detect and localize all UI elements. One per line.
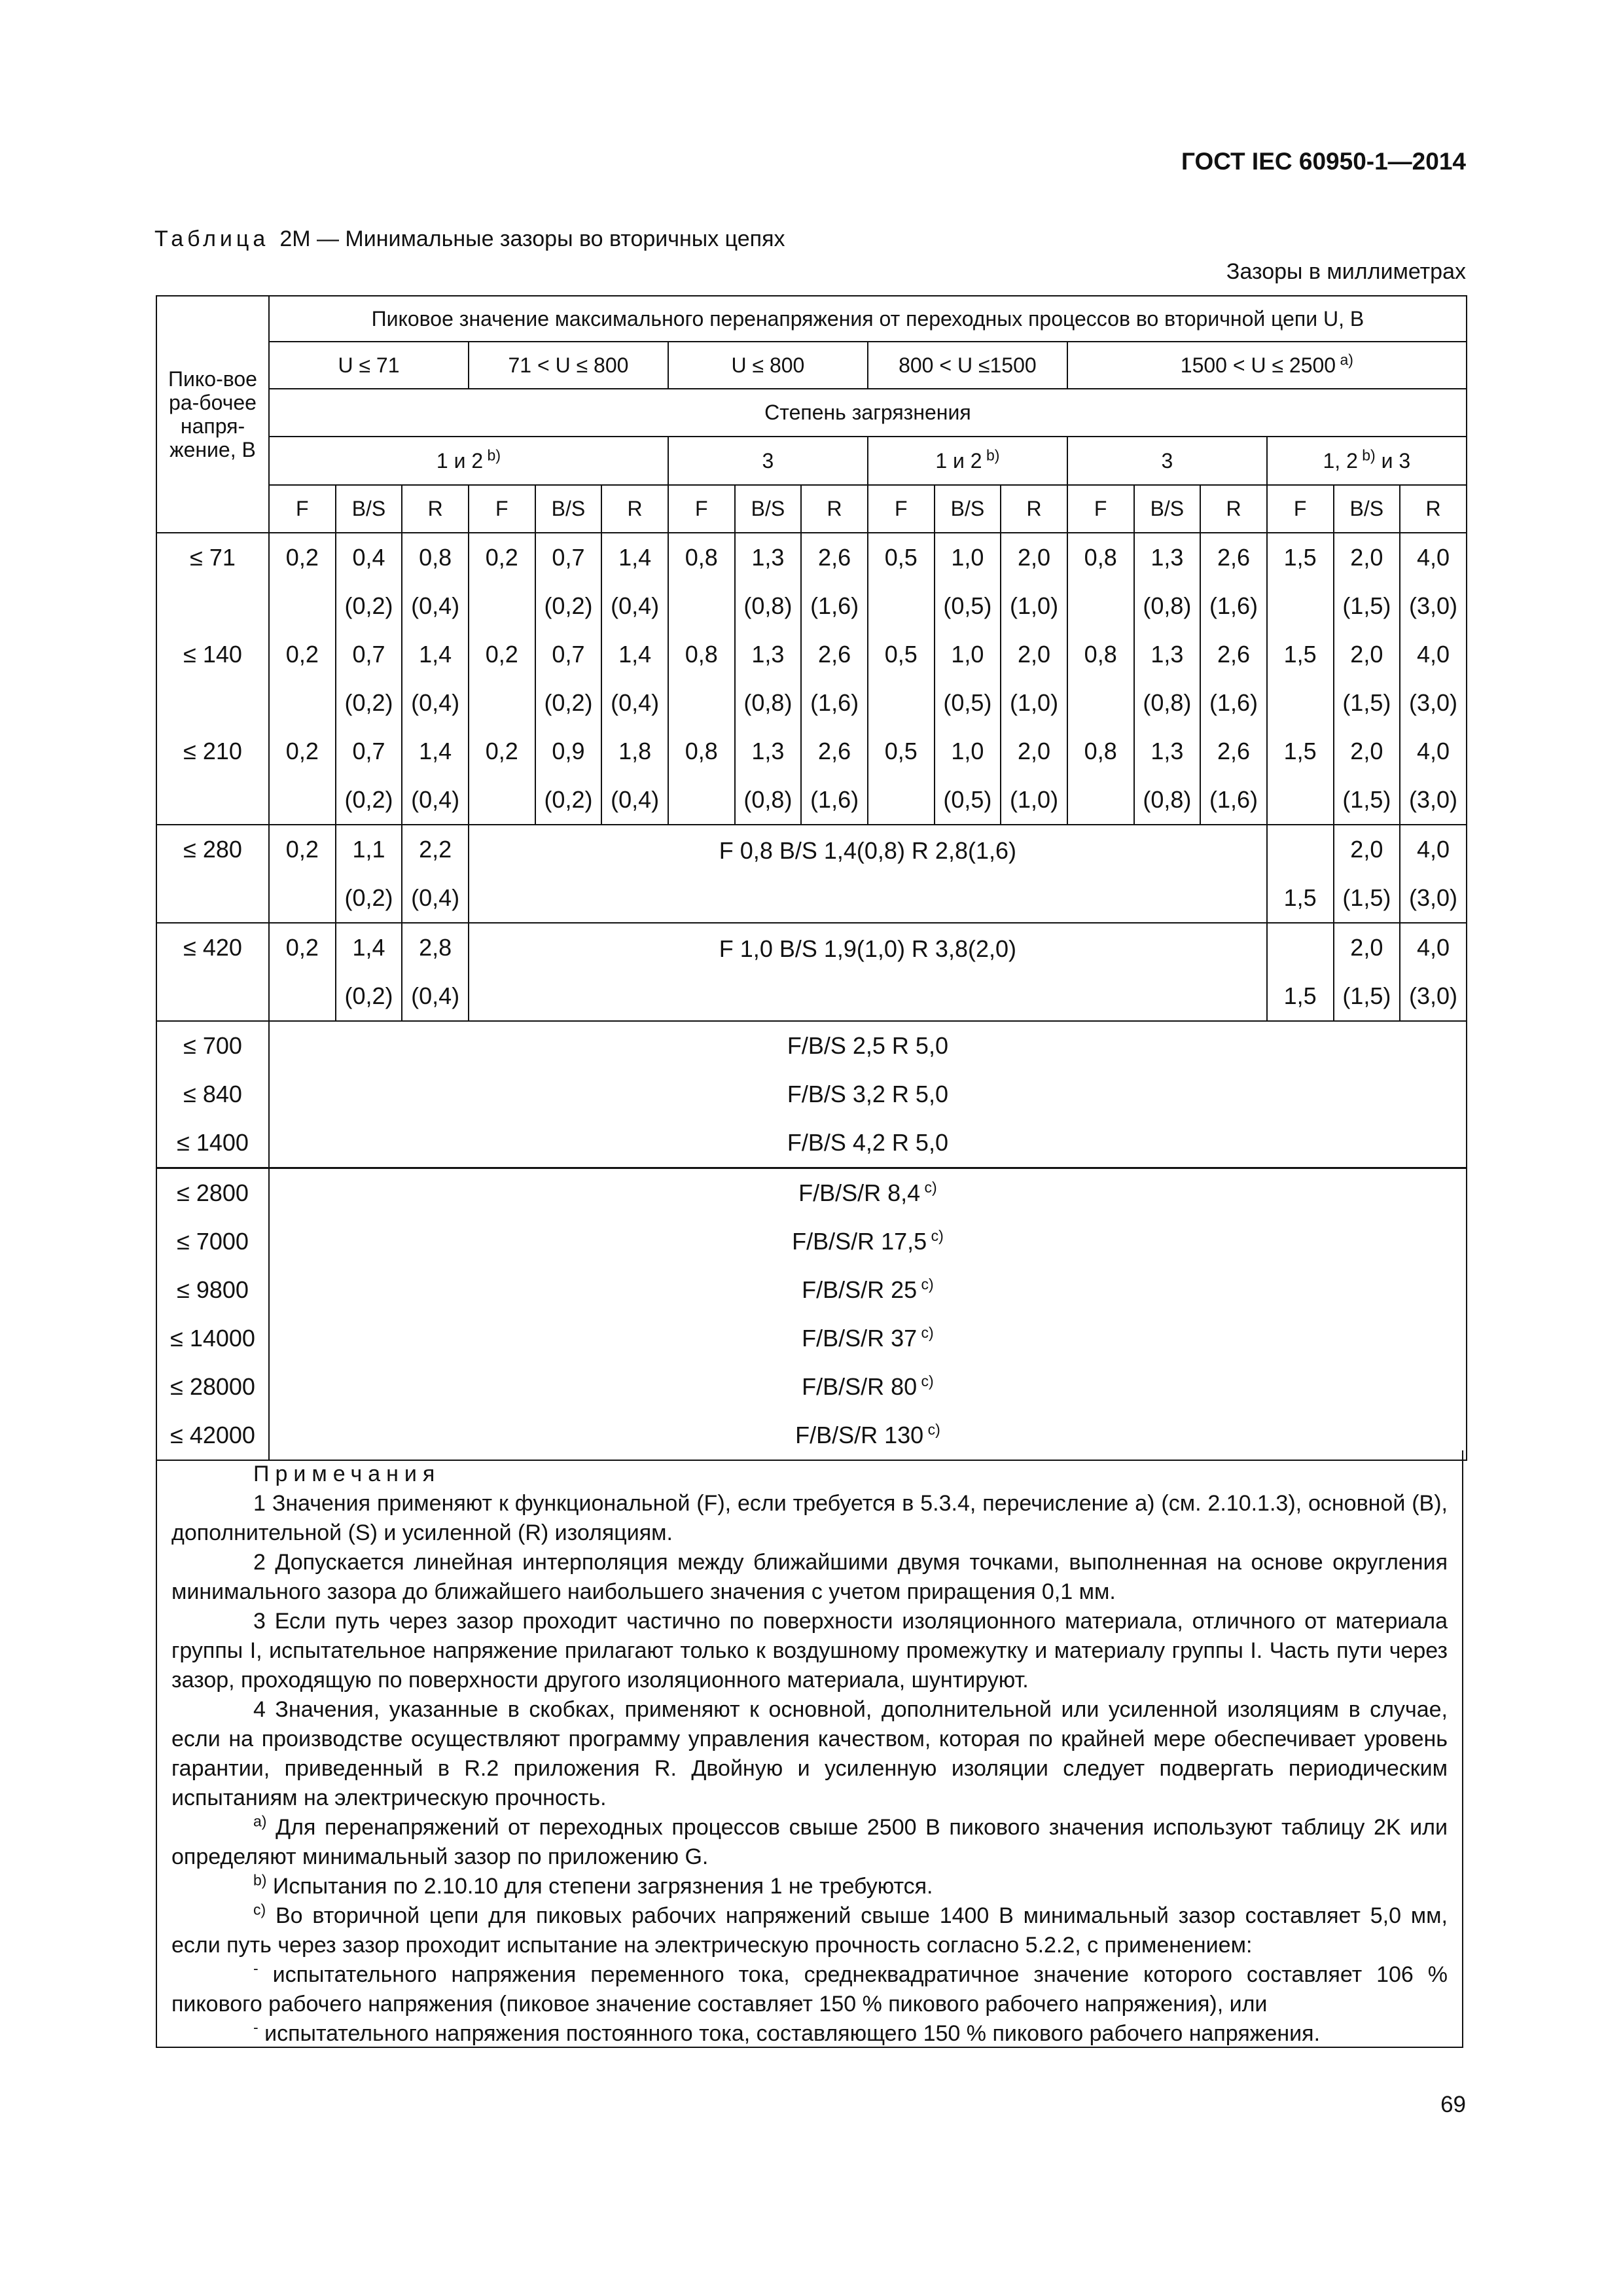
table-row <box>156 1021 1467 1070</box>
clearance-cell: (0,2) <box>336 972 402 1021</box>
footnote-mark: a) <box>253 1812 267 1830</box>
span-clearance-cell-text: F/B/S/R 130 <box>795 1422 924 1448</box>
pollution-degree-cell <box>1067 437 1267 485</box>
column-label: B/S <box>336 485 402 533</box>
clearance-cell: (0,2) <box>535 679 602 727</box>
column-label: F <box>868 485 935 533</box>
clearance-cell: (1,5) <box>1334 776 1400 825</box>
clearance-cell: 0,5 <box>868 533 935 582</box>
clearance-cell: 1,5 <box>1267 972 1334 1021</box>
clearance-cell: (1,5) <box>1334 679 1400 727</box>
working-voltage-cell: ≤ 140 <box>156 630 269 679</box>
column-label: B/S <box>535 485 602 533</box>
clearance-cell <box>1067 582 1134 630</box>
clearance-cell: (0,2) <box>535 776 602 825</box>
pollution-degree-cell <box>269 437 668 485</box>
span-clearance-cell-text: F/B/S/R 80 <box>802 1373 918 1400</box>
notes-title: Примечания <box>253 1462 441 1486</box>
clearance-cell <box>1067 679 1134 727</box>
clearance-cell: 0,9 <box>535 727 602 776</box>
clearance-cell: 0,2 <box>269 727 336 776</box>
clearance-cell: 0,2 <box>469 630 535 679</box>
working-voltage-cell <box>156 874 269 923</box>
clearance-cell: 2,0 <box>1334 825 1400 874</box>
table-row <box>156 630 1467 679</box>
clearance-cell: (0,8) <box>1134 582 1201 630</box>
clearance-cell: 1,1 <box>336 825 402 874</box>
bullet-text: испытательного напряжения переменного тока, среднеквадратичное значение которого составляет 106 % пикового рабочего напряжения (пиковое значение составляет 150 % пикового рабочего напряжения), или <box>171 1962 1448 2017</box>
clearance-cell: 2,0 <box>1334 533 1400 582</box>
clearance-cell: (0,4) <box>601 776 668 825</box>
pollution-degree-cell-sup: b) <box>1357 446 1376 463</box>
clearance-cell: 1,0 <box>935 533 1001 582</box>
footnote <box>171 1813 1448 1872</box>
working-voltage-cell: ≤ 28000 <box>156 1363 269 1411</box>
clearance-cell: (1,0) <box>1001 776 1067 825</box>
span-clearance-cell <box>269 1266 1467 1314</box>
caption-label: Таблица <box>154 226 270 251</box>
working-voltage-cell: ≤ 42000 <box>156 1411 269 1460</box>
span-clearance-cell-text: F/B/S/R 37 <box>802 1325 918 1352</box>
pollution-degree-cell-text: 1, 2 <box>1323 448 1358 473</box>
table-row <box>156 1119 1467 1168</box>
column-label: R <box>402 485 469 533</box>
column-label: R <box>1400 485 1467 533</box>
voltage-range-cell-text: 1500 < U ≤ 2500 <box>1180 353 1336 377</box>
pollution-degree-cell-after: и 3 <box>1375 448 1411 473</box>
column-label: R <box>601 485 668 533</box>
span-clearance-cell-sup: c) <box>917 1324 934 1341</box>
span-clearance-cell-sup: c) <box>917 1372 934 1390</box>
column-label: R <box>801 485 868 533</box>
clearance-cell: 1,3 <box>1134 727 1201 776</box>
clearance-cell <box>1267 776 1334 825</box>
clearance-cell: (0,8) <box>735 582 802 630</box>
clearance-cell: (1,6) <box>1200 582 1267 630</box>
clearance-cell: 1,5 <box>1267 874 1334 923</box>
table-row <box>156 679 1467 727</box>
clearance-cell: (0,4) <box>402 776 469 825</box>
clearance-cell: (1,5) <box>1334 874 1400 923</box>
voltage-range-cell-text: U ≤ 71 <box>338 353 400 377</box>
clearance-cell: (1,0) <box>1001 582 1067 630</box>
voltage-range-cell-text: 71 < U ≤ 800 <box>508 353 629 377</box>
clearance-cell <box>868 776 935 825</box>
clearance-cell: (3,0) <box>1400 679 1467 727</box>
pollution-degree-cell-text: 3 <box>762 448 774 473</box>
column-label: B/S <box>735 485 802 533</box>
column-label: F <box>1267 485 1334 533</box>
clearance-cell: 1,5 <box>1267 727 1334 776</box>
clearance-cell: (1,5) <box>1334 972 1400 1021</box>
clearance-cell: 1,4 <box>402 727 469 776</box>
note-item: 1 Значения применяют к функциональной (F), если требуется в 5.3.4, перечисление а) (см. 2.10.1.3), основной (B), дополнительной (S) и усиленной (R) изоляциям. <box>171 1491 1448 1545</box>
clearance-cell <box>1067 776 1134 825</box>
clearance-cell <box>1267 582 1334 630</box>
clearance-cell <box>269 582 336 630</box>
transient-header: Пиковое значение максимального перенапряжения от переходных процессов во вторичной цепи U, В <box>269 296 1467 342</box>
clearance-cell: 4,0 <box>1400 923 1467 972</box>
pollution-degree-cell <box>868 437 1067 485</box>
clearance-cell: 4,0 <box>1400 630 1467 679</box>
clearance-cell: (0,2) <box>336 874 402 923</box>
table-row <box>156 923 1467 972</box>
clearance-cell: 2,6 <box>801 533 868 582</box>
clearance-cell: 1,0 <box>935 630 1001 679</box>
merged-clearance-cell: F 1,0 B/S 1,9(1,0) R 3,8(2,0) <box>469 923 1267 1021</box>
bullet-mark: - <box>253 2018 259 2036</box>
table-row <box>156 533 1467 582</box>
footnote <box>171 1901 1448 1960</box>
working-voltage-cell: ≤ 7000 <box>156 1217 269 1266</box>
working-voltage-cell: ≤ 2800 <box>156 1168 269 1218</box>
clearance-cell: (0,8) <box>735 776 802 825</box>
table-row <box>156 1266 1467 1314</box>
clearance-cell: (0,4) <box>601 582 668 630</box>
clearance-cell: 1,5 <box>1267 630 1334 679</box>
clearance-cell: (0,5) <box>935 582 1001 630</box>
column-label: B/S <box>1334 485 1400 533</box>
clearance-cell <box>469 776 535 825</box>
clearance-cell: (0,8) <box>735 679 802 727</box>
clearance-cell: 2,0 <box>1334 630 1400 679</box>
footnote-mark: b) <box>253 1871 267 1889</box>
clearance-cell: 2,2 <box>402 825 469 874</box>
pollution-header: Степень загрязнения <box>269 389 1467 437</box>
clearance-cell <box>1267 679 1334 727</box>
clearance-cell: (0,4) <box>402 874 469 923</box>
page-number: 69 <box>1440 2092 1466 2117</box>
span-clearance-cell: F/B/S 2,5 R 5,0 <box>269 1021 1467 1070</box>
clearance-cell: 2,0 <box>1001 727 1067 776</box>
clearance-cell: 0,2 <box>269 825 336 874</box>
span-clearance-cell-sup: c) <box>920 1179 937 1196</box>
clearance-cell: 1,3 <box>1134 533 1201 582</box>
span-clearance-cell <box>269 1168 1467 1218</box>
working-voltage-cell: ≤ 210 <box>156 727 269 776</box>
column-label: R <box>1001 485 1067 533</box>
clearance-cell: 2,8 <box>402 923 469 972</box>
column-label: F <box>668 485 735 533</box>
working-voltage-cell <box>156 776 269 825</box>
clearance-cell: (1,6) <box>801 776 868 825</box>
footnote <box>171 1872 1448 1901</box>
pollution-degree-cell <box>1267 437 1467 485</box>
table-row <box>156 1363 1467 1411</box>
pollution-degree-cell-text: 3 <box>1161 448 1173 473</box>
voltage-range-cell <box>1067 342 1467 389</box>
clearance-cell: 2,6 <box>1200 727 1267 776</box>
span-clearance-cell: F/B/S 4,2 R 5,0 <box>269 1119 1467 1168</box>
voltage-range-cell <box>668 342 868 389</box>
merged-clearance-cell: F 0,8 B/S 1,4(0,8) R 2,8(1,6) <box>469 825 1267 923</box>
clearance-cell: 2,0 <box>1334 727 1400 776</box>
voltage-range-cell <box>269 342 469 389</box>
clearance-cell: 4,0 <box>1400 727 1467 776</box>
clearance-cell: 2,6 <box>1200 630 1267 679</box>
span-clearance-cell: F/B/S 3,2 R 5,0 <box>269 1070 1467 1119</box>
pollution-degree-cell-text: 1 и 2 <box>436 448 484 473</box>
pollution-degree-cell-sup: b) <box>982 446 1000 463</box>
table-caption <box>154 226 785 252</box>
clearance-cell <box>469 679 535 727</box>
working-voltage-cell: ≤ 1400 <box>156 1119 269 1168</box>
span-clearance-cell <box>269 1314 1467 1363</box>
column-label: R <box>1200 485 1267 533</box>
span-clearance-cell-text: F/B/S/R 8,4 <box>798 1179 921 1206</box>
voltage-range-cell-text: U ≤ 800 <box>731 353 805 377</box>
note-item: 3 Если путь через зазор проходит частично по поверхности изоляционного материала, отличного от материала группы I, испытательное напряжение прилагают только к воздушному промежутку и материалу группы I. Часть пути через зазор, проходящую по поверхности другого изоляционного материала, шунтируют. <box>171 1609 1448 1693</box>
working-voltage-cell <box>156 972 269 1021</box>
clearance-cell: 0,7 <box>535 533 602 582</box>
voltage-range-cell-text: 800 < U ≤1500 <box>899 353 1037 377</box>
clearance-cell <box>668 776 735 825</box>
clearance-cell: (0,4) <box>601 679 668 727</box>
clearance-cell: (1,6) <box>801 582 868 630</box>
note-item: 4 Значения, указанные в скобках, применяют к основной, дополнительной или усиленной изоляциям в случае, если на производстве осуществляют программу управления качеством, которая по крайней мере обеспечивает уровень гарантии, приведенный в R.2 приложения R. Двойную и усиленную изоляции следует подвергать периодическим испытаниям на электрическую прочность. <box>171 1697 1448 1810</box>
clearance-cell: 1,3 <box>735 630 802 679</box>
working-voltage-cell: ≤ 71 <box>156 533 269 582</box>
note-item: 2 Допускается линейная интерполяция между ближайшими двумя точками, выполненная на основе округления минимального зазора до ближайшего наибольшего значения с учетом приращения 0,1 мм. <box>171 1550 1448 1604</box>
clearance-cell: (0,8) <box>1134 679 1201 727</box>
clearance-cell: (1,0) <box>1001 679 1067 727</box>
span-clearance-cell-sup: c) <box>917 1276 934 1293</box>
voltage-range-cell <box>469 342 668 389</box>
table-row <box>156 1070 1467 1119</box>
clearance-cell: (0,2) <box>336 679 402 727</box>
pollution-degree-cell-sup: b) <box>483 446 501 463</box>
clearance-cell: 1,4 <box>601 533 668 582</box>
clearance-cell: 0,8 <box>668 727 735 776</box>
clearance-cell: 0,8 <box>1067 630 1134 679</box>
span-clearance-cell-sup: c) <box>927 1227 944 1244</box>
clearance-cell: (3,0) <box>1400 874 1467 923</box>
clearance-cell <box>269 679 336 727</box>
clearance-cell: 4,0 <box>1400 533 1467 582</box>
clearance-cell: 2,6 <box>801 630 868 679</box>
clearance-cell: (0,5) <box>935 679 1001 727</box>
working-voltage-cell: ≤ 840 <box>156 1070 269 1119</box>
clearance-cell: 0,2 <box>269 923 336 972</box>
clearance-cell <box>868 582 935 630</box>
column-label: F <box>269 485 336 533</box>
clearance-cell: 1,3 <box>735 727 802 776</box>
clearance-cell: (0,2) <box>336 776 402 825</box>
clearance-cell: 1,0 <box>935 727 1001 776</box>
clearance-cell: 2,6 <box>1200 533 1267 582</box>
clearance-cell: (1,5) <box>1334 582 1400 630</box>
clearance-cell <box>668 679 735 727</box>
clearance-cell: 1,3 <box>735 533 802 582</box>
clearance-cell <box>1267 825 1334 874</box>
clearance-cell: 1,3 <box>1134 630 1201 679</box>
working-voltage-cell <box>156 582 269 630</box>
working-voltage-header: Пико-вое ра-бочее напря-жение, В <box>156 296 269 533</box>
clearance-cell: 0,8 <box>1067 727 1134 776</box>
table-row <box>156 727 1467 776</box>
table-row <box>156 1168 1467 1218</box>
clearance-cell <box>469 582 535 630</box>
caption-title: 2M — Минимальные зазоры во вторичных цепях <box>279 226 785 251</box>
working-voltage-cell <box>156 679 269 727</box>
clearance-cell: (1,6) <box>1200 679 1267 727</box>
bullet-mark: - <box>253 1960 259 1977</box>
column-label: B/S <box>935 485 1001 533</box>
working-voltage-cell: ≤ 700 <box>156 1021 269 1070</box>
clearance-cell: 0,8 <box>668 533 735 582</box>
clearance-cell: (0,2) <box>535 582 602 630</box>
clearance-cell <box>269 776 336 825</box>
clearance-cell: 0,5 <box>868 630 935 679</box>
clearances-table <box>156 295 1467 1461</box>
table-row <box>156 776 1467 825</box>
standard-designation: ГОСТ IEC 60950-1—2014 <box>1181 148 1466 175</box>
span-clearance-cell-text: F/B/S/R 25 <box>802 1276 918 1303</box>
clearance-cell <box>269 874 336 923</box>
clearance-cell: (3,0) <box>1400 972 1467 1021</box>
notes-block <box>156 1450 1463 2048</box>
working-voltage-cell: ≤ 9800 <box>156 1266 269 1314</box>
clearance-cell: 1,4 <box>336 923 402 972</box>
clearance-cell: 0,8 <box>1067 533 1134 582</box>
clearance-cell: 1,4 <box>402 630 469 679</box>
clearance-cell: 0,7 <box>535 630 602 679</box>
clearance-cell: (0,4) <box>402 679 469 727</box>
clearance-cell <box>668 582 735 630</box>
clearance-cell: 0,2 <box>469 533 535 582</box>
column-label: F <box>1067 485 1134 533</box>
voltage-range-cell-sup: a) <box>1336 350 1353 368</box>
pollution-degree-cell <box>668 437 868 485</box>
clearance-cell: (0,8) <box>1134 776 1201 825</box>
clearance-cell <box>269 972 336 1021</box>
column-label: B/S <box>1134 485 1201 533</box>
span-clearance-cell-sup: c) <box>923 1421 940 1438</box>
clearance-cell: (1,6) <box>801 679 868 727</box>
clearance-cell: 0,7 <box>336 727 402 776</box>
clearance-cell: (3,0) <box>1400 776 1467 825</box>
working-voltage-cell: ≤ 280 <box>156 825 269 874</box>
bullet-text: испытательного напряжения постоянного тока, составляющего 150 % пикового рабочего напряжения. <box>258 2021 1321 2046</box>
clearance-cell: 0,2 <box>469 727 535 776</box>
table-row <box>156 825 1467 874</box>
clearance-cell: 0,2 <box>269 630 336 679</box>
bullet-item <box>171 1960 1448 2019</box>
clearance-cell: 1,4 <box>601 630 668 679</box>
clearance-cell: 1,5 <box>1267 533 1334 582</box>
clearance-cell <box>1267 923 1334 972</box>
table-row <box>156 1217 1467 1266</box>
bullet-item <box>171 2019 1448 2049</box>
clearance-cell: 0,8 <box>402 533 469 582</box>
units-note: Зазоры в миллиметрах <box>1226 259 1466 284</box>
working-voltage-cell: ≤ 420 <box>156 923 269 972</box>
footnote-text: Для перенапряжений от переходных процессов свыше 2500 В пикового значения используют таблицу 2K или определяют минимальный зазор по приложению G. <box>171 1815 1448 1869</box>
clearance-cell: 2,0 <box>1334 923 1400 972</box>
span-clearance-cell <box>269 1217 1467 1266</box>
clearance-cell: (0,2) <box>336 582 402 630</box>
span-clearance-cell <box>269 1363 1467 1411</box>
clearance-cell: 4,0 <box>1400 825 1467 874</box>
clearance-cell: 0,8 <box>668 630 735 679</box>
table-row <box>156 1314 1467 1363</box>
column-label: F <box>469 485 535 533</box>
clearance-cell: 0,5 <box>868 727 935 776</box>
clearance-cell: (3,0) <box>1400 582 1467 630</box>
clearance-cell: (1,6) <box>1200 776 1267 825</box>
footnote-mark: c) <box>253 1901 266 1918</box>
clearance-cell: 1,8 <box>601 727 668 776</box>
clearance-cell <box>868 679 935 727</box>
working-voltage-cell: ≤ 14000 <box>156 1314 269 1363</box>
clearance-cell: (0,4) <box>402 582 469 630</box>
clearance-cell: 2,0 <box>1001 630 1067 679</box>
pollution-degree-cell-text: 1 и 2 <box>935 448 982 473</box>
clearance-cell: 2,0 <box>1001 533 1067 582</box>
table-row <box>156 582 1467 630</box>
clearance-cell: 2,6 <box>801 727 868 776</box>
clearance-cell: 0,4 <box>336 533 402 582</box>
clearance-cell: 0,2 <box>269 533 336 582</box>
clearance-cell: (0,5) <box>935 776 1001 825</box>
footnote-text: Испытания по 2.10.10 для степени загрязнения 1 не требуются. <box>266 1874 933 1899</box>
voltage-range-cell <box>868 342 1067 389</box>
span-clearance-cell-text: F/B/S/R 17,5 <box>792 1228 927 1255</box>
clearance-cell: 0,7 <box>336 630 402 679</box>
footnote-text: Во вторичной цепи для пиковых рабочих напряжений свыше 1400 В минимальный зазор составляет 5,0 мм, если путь через зазор проходит испытание на электрическую прочность согласно 5.2.2, с применением: <box>171 1903 1448 1958</box>
clearance-cell: (0,4) <box>402 972 469 1021</box>
